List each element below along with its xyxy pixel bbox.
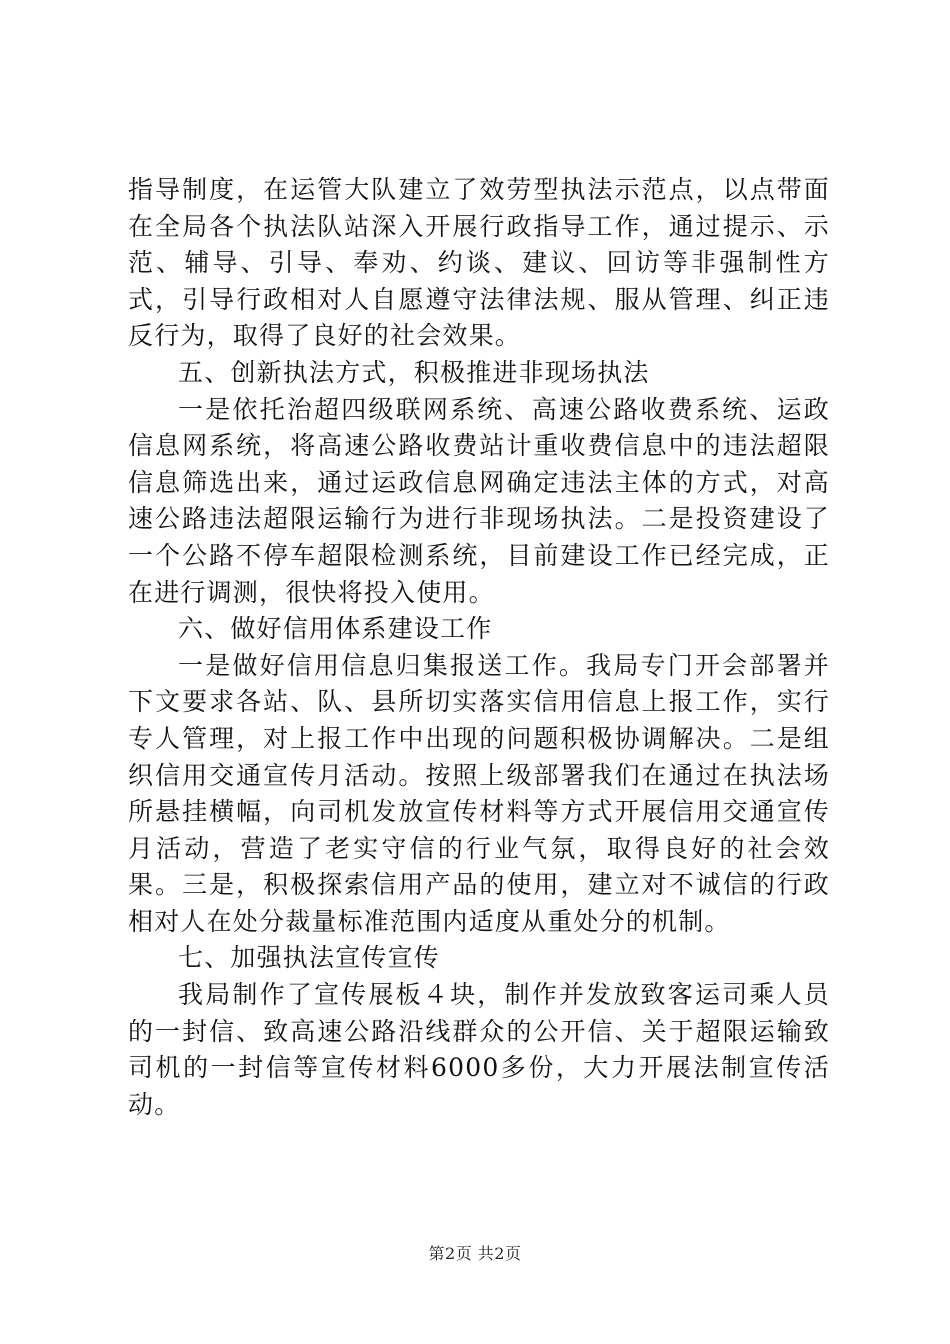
- paragraph-non-site-enforcement: 一是依托治超四级联网系统、高速公路收费系统、运政信息网系统，将高速公路收费站计重收费信息中的违法超限信息筛选出来，通过运政信息网确定违法主体的方式，对高速公路违法超限运输行为进行非现场执法。二是投资建设了一个公路不停车超限检测系统，目前建设工作已经完成，正在进行调测，很快将投入使用。: [128, 394, 830, 607]
- paragraph-continuation: 指导制度，在运管大队建立了效劳型执法示范点，以点带面在全局各个执法队站深入开展行政指导工作，通过提示、示范、辅导、引导、奉劝、约谈、建议、回访等非强制性方式，引导行政相对人自愿遵守法律法规、服从管理、纠正违反行为，取得了良好的社会效果。: [128, 175, 830, 351]
- paragraph-credit-system: 一是做好信用信息归集报送工作。我局专门开会部署并下文要求各站、队、县所切实落实信用信息上报工作，实行专人管理，对上报工作中出现的问题积极协调解决。二是组织信用交通宣传月活动。按照上级部署我们在通过在执法场所悬挂横幅，向司机发放宣传材料等方式开展信用交通宣传月活动，营造了老实守信的行业气氛，取得良好的社会效果。三是，积极探索信用产品的使用，建立对不诚信的行政相对人在处分裁量标准范围内适度从重处分的机制。: [128, 650, 830, 936]
- page-number-footer: 第2页 共2页: [428, 1244, 522, 1263]
- section-heading-6: 六、做好信用体系建设工作: [178, 614, 493, 644]
- section-heading-7: 七、加强执法宣传宣传: [178, 943, 441, 973]
- section-heading-5: 五、创新执法方式，积极推进非现场执法: [178, 357, 650, 387]
- paragraph-publicity: 我局制作了宣传展板４块，制作并发放致客运司乘人员的一封信、致高速公路沿线群众的公开信、关于超限运输致司机的一封信等宣传材料6000多份，大力开展法制宣传活动。: [128, 980, 830, 1119]
- document-body: [128, 172, 830, 1123]
